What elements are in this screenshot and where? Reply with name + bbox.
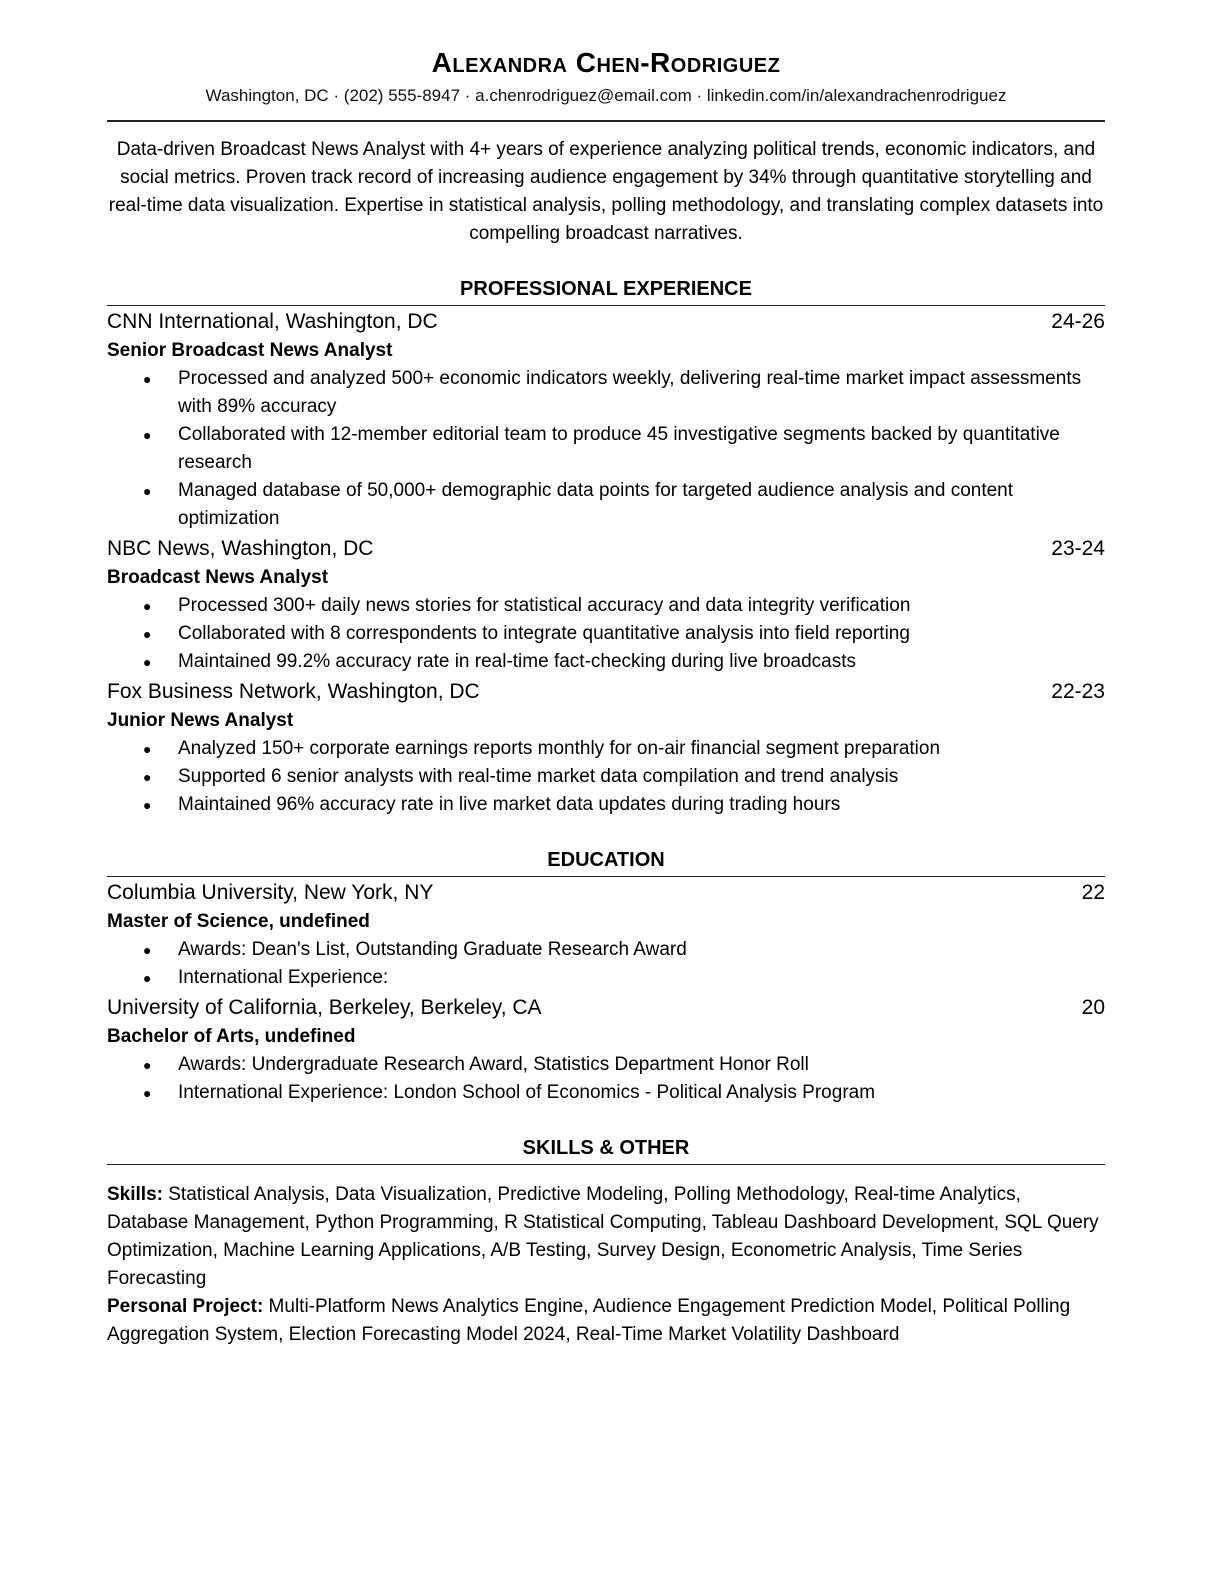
- bullet-text: Awards: Dean's List, Outstanding Graduate Research Award: [178, 939, 687, 960]
- education-bullet: [107, 1079, 1105, 1107]
- job-entry: [107, 534, 1105, 676]
- job-bullet: [107, 421, 1105, 477]
- job-organization: CNN International, Washington, DC: [107, 310, 438, 333]
- bullet-text: Processed and analyzed 500+ economic indicators weekly, delivering real-time market impact assessments with 89% accuracy: [178, 368, 1082, 417]
- job-bullet: [107, 735, 1105, 763]
- job-bullet: [107, 365, 1105, 421]
- bullet-icon: ●: [143, 769, 152, 785]
- job-dates: 23-24: [1051, 537, 1105, 560]
- degree: Bachelor of Arts, undefined: [107, 1026, 356, 1047]
- job-bullet: [107, 477, 1105, 533]
- bullet-text: Maintained 99.2% accuracy rate in real-time fact-checking during live broadcasts: [178, 651, 856, 672]
- bullet-icon: ●: [143, 654, 152, 670]
- bullet-icon: ●: [143, 371, 152, 387]
- personal-project-paragraph: [107, 1293, 1105, 1349]
- header-divider: [107, 120, 1105, 122]
- personal-project-label: Personal Project:: [107, 1296, 264, 1317]
- bullet-text: Collaborated with 8 correspondents to integrate quantitative analysis into field reporting: [178, 623, 910, 644]
- job-title: Junior News Analyst: [107, 710, 294, 731]
- school-name: Columbia University, New York, NY: [107, 881, 434, 904]
- skills-paragraph: [107, 1181, 1105, 1293]
- bullet-icon: ●: [143, 741, 152, 757]
- bullet-text: Analyzed 150+ corporate earnings reports monthly for on-air financial segment preparation: [178, 738, 941, 759]
- section-title-experience: PROFESSIONAL EXPERIENCE: [460, 278, 752, 300]
- education-bullet: [107, 1051, 1105, 1079]
- skills-block: [107, 1181, 1105, 1349]
- job-dates: 22-23: [1051, 680, 1105, 703]
- resume-page: [107, 44, 1105, 1349]
- bullet-icon: ●: [143, 483, 152, 499]
- job-organization: Fox Business Network, Washington, DC: [107, 680, 480, 703]
- education-bullet: [107, 964, 1105, 992]
- job-bullet: [107, 592, 1105, 620]
- bullet-text: Supported 6 senior analysts with real-time market data compilation and trend analysis: [178, 766, 899, 787]
- graduation-year: 20: [1081, 996, 1105, 1019]
- skills-list: Statistical Analysis, Data Visualization, Predictive Modeling, Polling Methodology, Real-time Analytics, Database Management, Python Programming, R Statistical Computing, Tableau Dashboard Development, SQL Query Optimization, Machine Learning Applications, A/B Testing, Survey Design, Econometric Analysis, Time Series Forecasting: [107, 1184, 1099, 1289]
- section-title-education: EDUCATION: [547, 849, 665, 871]
- section-divider: [107, 876, 1105, 877]
- bullet-icon: ●: [143, 427, 152, 443]
- bullet-icon: ●: [143, 626, 152, 642]
- bullet-icon: ●: [143, 942, 152, 958]
- job-organization: NBC News, Washington, DC: [107, 537, 374, 560]
- bullet-text: Processed 300+ daily news stories for statistical accuracy and data integrity verification: [178, 595, 911, 616]
- job-bullet: [107, 648, 1105, 676]
- job-entry: [107, 307, 1105, 533]
- bullet-icon: ●: [143, 598, 152, 614]
- degree: Master of Science, undefined: [107, 911, 370, 932]
- graduation-year: 22: [1081, 881, 1105, 904]
- bullet-text: Managed database of 50,000+ demographic data points for targeted audience analysis and content optimization: [178, 480, 1014, 529]
- bullet-icon: ●: [143, 1057, 152, 1073]
- education-entry: [107, 993, 1105, 1107]
- candidate-name: Alexandra Chen-Rodriguez: [431, 47, 781, 78]
- bullet-text: International Experience:: [178, 967, 389, 988]
- school-name: University of California, Berkeley, Berkeley, CA: [107, 996, 542, 1019]
- bullet-text: Maintained 96% accuracy rate in live market data updates during trading hours: [178, 794, 841, 815]
- professional-summary: Data-driven Broadcast News Analyst with 4+ years of experience analyzing political trends, economic indicators, and social metrics. Proven track record of increasing audience engagement by 34% through quantitative storytelling and real-time data visualization. Expertise in statistical analysis, polling methodology, and translating complex datasets into compelling broadcast narratives.: [108, 139, 1104, 244]
- section-divider: [107, 305, 1105, 306]
- education-entry: [107, 878, 1105, 992]
- bullet-icon: ●: [143, 1085, 152, 1101]
- job-title: Broadcast News Analyst: [107, 567, 329, 588]
- section-title-skills: SKILLS & OTHER: [522, 1137, 690, 1159]
- bullet-text: International Experience: London School of Economics - Political Analysis Program: [178, 1082, 876, 1103]
- contact-line: Washington, DC · (202) 555-8947 · a.chenrodriguez@email.com · linkedin.com/in/alexandrachenrodriguez: [205, 86, 1007, 105]
- bullet-icon: ●: [143, 797, 152, 813]
- job-title: Senior Broadcast News Analyst: [107, 340, 393, 361]
- job-dates: 24-26: [1051, 310, 1105, 333]
- bullet-text: Awards: Undergraduate Research Award, Statistics Department Honor Roll: [178, 1054, 809, 1075]
- personal-project-list: Multi-Platform News Analytics Engine, Audience Engagement Prediction Model, Political Polling Aggregation System, Election Forecasting Model 2024, Real-Time Market Volatility Dashboard: [107, 1296, 1071, 1345]
- bullet-text: Collaborated with 12-member editorial team to produce 45 investigative segments backed by quantitative research: [178, 424, 1060, 473]
- skills-label: Skills:: [107, 1184, 163, 1205]
- job-bullet: [107, 791, 1105, 819]
- bullet-icon: ●: [143, 970, 152, 986]
- job-entry: [107, 677, 1105, 819]
- section-divider: [107, 1164, 1105, 1165]
- job-bullet: [107, 763, 1105, 791]
- education-bullet: [107, 936, 1105, 964]
- job-bullet: [107, 620, 1105, 648]
